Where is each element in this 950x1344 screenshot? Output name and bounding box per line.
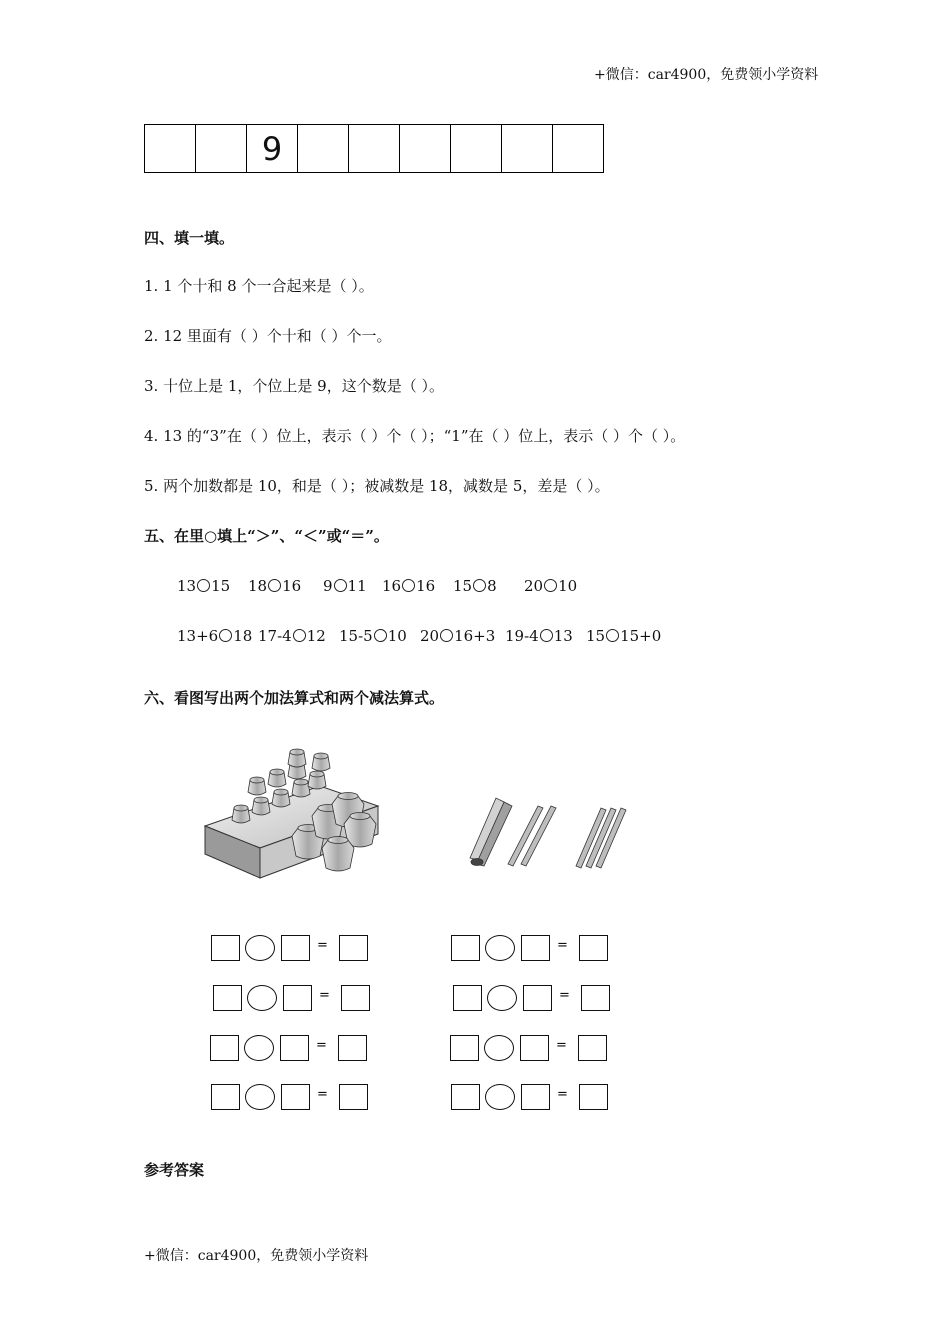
- answer-box[interactable]: [451, 935, 480, 961]
- answer-box[interactable]: [450, 1035, 479, 1061]
- answer-box[interactable]: [521, 1084, 550, 1110]
- compare-item: 18 16: [248, 577, 302, 595]
- equals-sign: =: [557, 938, 568, 953]
- grid-cell[interactable]: [196, 124, 247, 173]
- question-item: 1. 1 个十和 8 个一合起来是（ ）。: [144, 277, 374, 295]
- circle-blank-icon[interactable]: [440, 629, 453, 642]
- equals-sign: =: [319, 988, 330, 1003]
- equals-sign: =: [317, 938, 328, 953]
- answer-box[interactable]: [338, 1035, 367, 1061]
- circle-blank-icon[interactable]: [374, 629, 387, 642]
- operator-circle[interactable]: [245, 935, 275, 961]
- operator-circle[interactable]: [487, 985, 517, 1011]
- circle-blank-icon[interactable]: [219, 629, 232, 642]
- answer-box[interactable]: [341, 985, 370, 1011]
- answer-box[interactable]: [578, 1035, 607, 1061]
- circle-blank-icon[interactable]: [544, 579, 557, 592]
- compare-item: 13+6 18: [177, 627, 253, 645]
- compare-item: 15 15+0: [586, 627, 662, 645]
- circle-blank-icon[interactable]: [197, 579, 210, 592]
- equals-sign: =: [556, 1038, 567, 1053]
- circle-blank-icon[interactable]: [606, 629, 619, 642]
- question-item: 5. 两个加数都是 10，和是（ ）；被减数是 18，减数是 5，差是（ ）。: [144, 477, 610, 495]
- equals-sign: =: [557, 1087, 568, 1102]
- circle-blank-icon[interactable]: [293, 629, 306, 642]
- compare-item: 13 15: [177, 577, 231, 595]
- compare-item: 15-5 10: [339, 627, 407, 645]
- answer-box[interactable]: [579, 935, 608, 961]
- compare-item: 20 16+3: [420, 627, 496, 645]
- question-item: 2. 12 里面有（ ）个十和（ ）个一。: [144, 327, 392, 345]
- compare-item: 15 8: [453, 577, 497, 595]
- answer-box[interactable]: [213, 985, 242, 1011]
- question-item: 3. 十位上是 1，个位上是 9，这个数是（ ）。: [144, 377, 444, 395]
- section5-title: 五、在里○填上“＞”、“＜”或“＝”。: [144, 527, 389, 545]
- grid-cell[interactable]: [349, 124, 400, 173]
- grid-cell[interactable]: 9: [247, 124, 298, 173]
- compare-item: 17-4 12: [258, 627, 326, 645]
- answer-box[interactable]: [281, 1084, 310, 1110]
- answer-box[interactable]: [339, 935, 368, 961]
- operator-circle[interactable]: [244, 1035, 274, 1061]
- answer-box[interactable]: [520, 1035, 549, 1061]
- grid-cell[interactable]: [400, 124, 451, 173]
- grid-cell[interactable]: [451, 124, 502, 173]
- circle-blank-icon[interactable]: [334, 579, 347, 592]
- grid-cell[interactable]: [502, 124, 553, 173]
- answer-box[interactable]: [581, 985, 610, 1011]
- grid-cell[interactable]: [145, 124, 196, 173]
- operator-circle[interactable]: [247, 985, 277, 1011]
- answer-box[interactable]: [210, 1035, 239, 1061]
- answer-box[interactable]: [281, 935, 310, 961]
- grid-cell[interactable]: [553, 124, 604, 173]
- answer-box[interactable]: [211, 935, 240, 961]
- operator-circle[interactable]: [485, 1084, 515, 1110]
- watermark-top: +微信：car4900，免费领小学资料: [594, 67, 819, 83]
- compare-item: 19-4 13: [505, 627, 573, 645]
- answer-box[interactable]: [283, 985, 312, 1011]
- answer-title: 参考答案: [144, 1161, 205, 1179]
- answer-box[interactable]: [211, 1084, 240, 1110]
- operator-circle[interactable]: [484, 1035, 514, 1061]
- circle-blank-icon[interactable]: [268, 579, 281, 592]
- number-grid: [144, 124, 604, 173]
- operator-circle[interactable]: [245, 1084, 275, 1110]
- circle-blank-icon[interactable]: [540, 629, 553, 642]
- question-item: 4. 13 的“3”在（ ）位上，表示（ ）个（ ）；“1”在（ ）位上，表示（ ）个（ ）。: [144, 427, 686, 445]
- sticks-image: [466, 796, 636, 870]
- answer-box[interactable]: [339, 1084, 368, 1110]
- equals-sign: =: [559, 988, 570, 1003]
- answer-box[interactable]: [579, 1084, 608, 1110]
- equals-sign: =: [316, 1038, 327, 1053]
- circle-blank-icon[interactable]: [473, 579, 486, 592]
- watermark-bottom: +微信：car4900，免费领小学资料: [144, 1248, 369, 1264]
- answer-box[interactable]: [280, 1035, 309, 1061]
- answer-box[interactable]: [453, 985, 482, 1011]
- answer-box[interactable]: [523, 985, 552, 1011]
- section6-title: 六、看图写出两个加法算式和两个减法算式。: [144, 689, 445, 707]
- building-blocks-image: [200, 746, 386, 882]
- answer-box[interactable]: [521, 935, 550, 961]
- compare-item: 9 11: [323, 577, 367, 595]
- circle-blank-icon[interactable]: [402, 579, 415, 592]
- compare-item: 16 16: [382, 577, 436, 595]
- compare-item: 20 10: [524, 577, 578, 595]
- answer-box[interactable]: [451, 1084, 480, 1110]
- equals-sign: =: [317, 1087, 328, 1102]
- section4-title: 四、填一填。: [144, 229, 235, 247]
- operator-circle[interactable]: [485, 935, 515, 961]
- grid-cell[interactable]: [298, 124, 349, 173]
